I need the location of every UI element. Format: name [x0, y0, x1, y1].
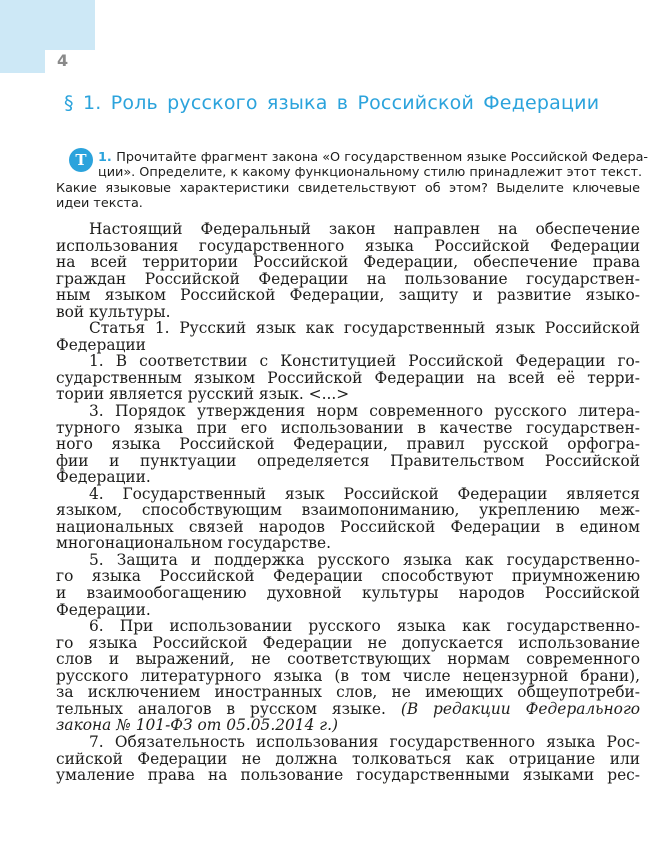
text-line: сударственным языком Российской Федерации на всей её терри-: [56, 368, 640, 387]
text-line: использования государственного языка Российской Федерации: [56, 236, 640, 255]
law-text: [56, 221, 640, 784]
task-letter-icon: Т: [69, 148, 93, 172]
task-line: 1. Прочитайте фрагмент закона «О государственном языке Российской Федера-: [98, 150, 649, 165]
text-line: тории является русский язык. <...>: [56, 385, 350, 404]
task-box: [56, 150, 649, 211]
text-line: граждан Российской Федерации на пользование государствен-: [56, 269, 640, 288]
text-line: языком, способствующим взаимопониманию, укреплению меж-: [56, 501, 640, 520]
text-line: тельных аналогов в русском языке. (В редакции Федерального: [56, 699, 640, 718]
text-line: умаление права на пользование государственными языками рес-: [56, 766, 640, 785]
text-line: вой культуры.: [56, 302, 171, 321]
text-line: Статья 1. Русский язык как государственный язык Российской: [89, 319, 640, 338]
text-line: го языка Российской Федерации способствуют приумножению: [56, 567, 640, 586]
text-line: турного языка при его использовании в качестве государствен-: [56, 418, 640, 437]
task-line: ции». Определите, к какому функциональному стилю принадлежит этот текст.: [98, 165, 643, 181]
paragraph: [56, 221, 640, 320]
paragraph: [56, 552, 640, 618]
text-line: 6. При использовании русского языка как государственно-: [89, 617, 640, 636]
text-line: ным языком Российской Федерации, защиту и развитие языко-: [56, 286, 640, 305]
text-line: 7. Обязательность использования государственного языка Рос-: [89, 732, 640, 751]
text-line: Настоящий Федеральный закон направлен на обеспечение: [89, 220, 640, 238]
paragraph: [56, 353, 640, 403]
text-line: Федерации: [56, 335, 146, 354]
task-line: идеи текста.: [56, 195, 143, 211]
text-line: Федерации.: [56, 600, 151, 619]
text-line: 1. В соответствии с Конституцией Российской Федерации го-: [89, 352, 640, 371]
task-number: 1.: [98, 150, 117, 165]
corner-decoration-small: [0, 50, 45, 73]
section-heading: § 1. Роль русского языка в Российской Федерации: [64, 92, 600, 114]
paragraph: [56, 320, 640, 353]
text-line: го языка Российской Федерации не допускается использование: [56, 633, 640, 652]
text-line: национальных связей народов Российской Федерации в едином: [56, 517, 640, 536]
text-line: Федерации.: [56, 468, 151, 487]
text-line: на всей территории Российской Федерации, обеспечение права: [56, 253, 640, 272]
page-number: 4: [57, 51, 69, 70]
text-line: и взаимообогащению духовной культуры народов Российской: [56, 584, 640, 603]
text-line: многонациональном государстве.: [56, 534, 331, 553]
text-line: слов и выражений, не соответствующих нормам современного: [56, 650, 640, 669]
text-line: ного языка Российской Федерации, правил русской орфогра-: [56, 435, 640, 454]
text-line: фии и пунктуации определяется Правительством Российской: [56, 451, 640, 470]
text-line: закона № 101-ФЗ от 05.05.2014 г.): [56, 716, 338, 735]
text-line: 3. Порядок утверждения норм современного русского литера-: [89, 402, 640, 421]
paragraph: [56, 618, 640, 734]
text-line: 4. Государственный язык Российской Федерации является: [89, 484, 640, 503]
text-line: русского литературного языка (в том числе нецензурной брани),: [56, 666, 640, 685]
paragraph: [56, 734, 640, 784]
text-line: сийской Федерации не должна толковаться как отрицание или: [56, 749, 640, 768]
text-line: за исключением иностранных слов, не имеющих общеупотреби-: [56, 683, 640, 702]
paragraph: [56, 403, 640, 486]
text-line: 5. Защита и поддержка русского языка как государственно-: [89, 550, 640, 569]
task-line: Какие языковые характеристики свидетельствуют об этом? Выделите ключевые: [56, 180, 640, 196]
task-text: [56, 150, 649, 211]
paragraph: [56, 486, 640, 552]
corner-decoration-large: [0, 0, 95, 50]
